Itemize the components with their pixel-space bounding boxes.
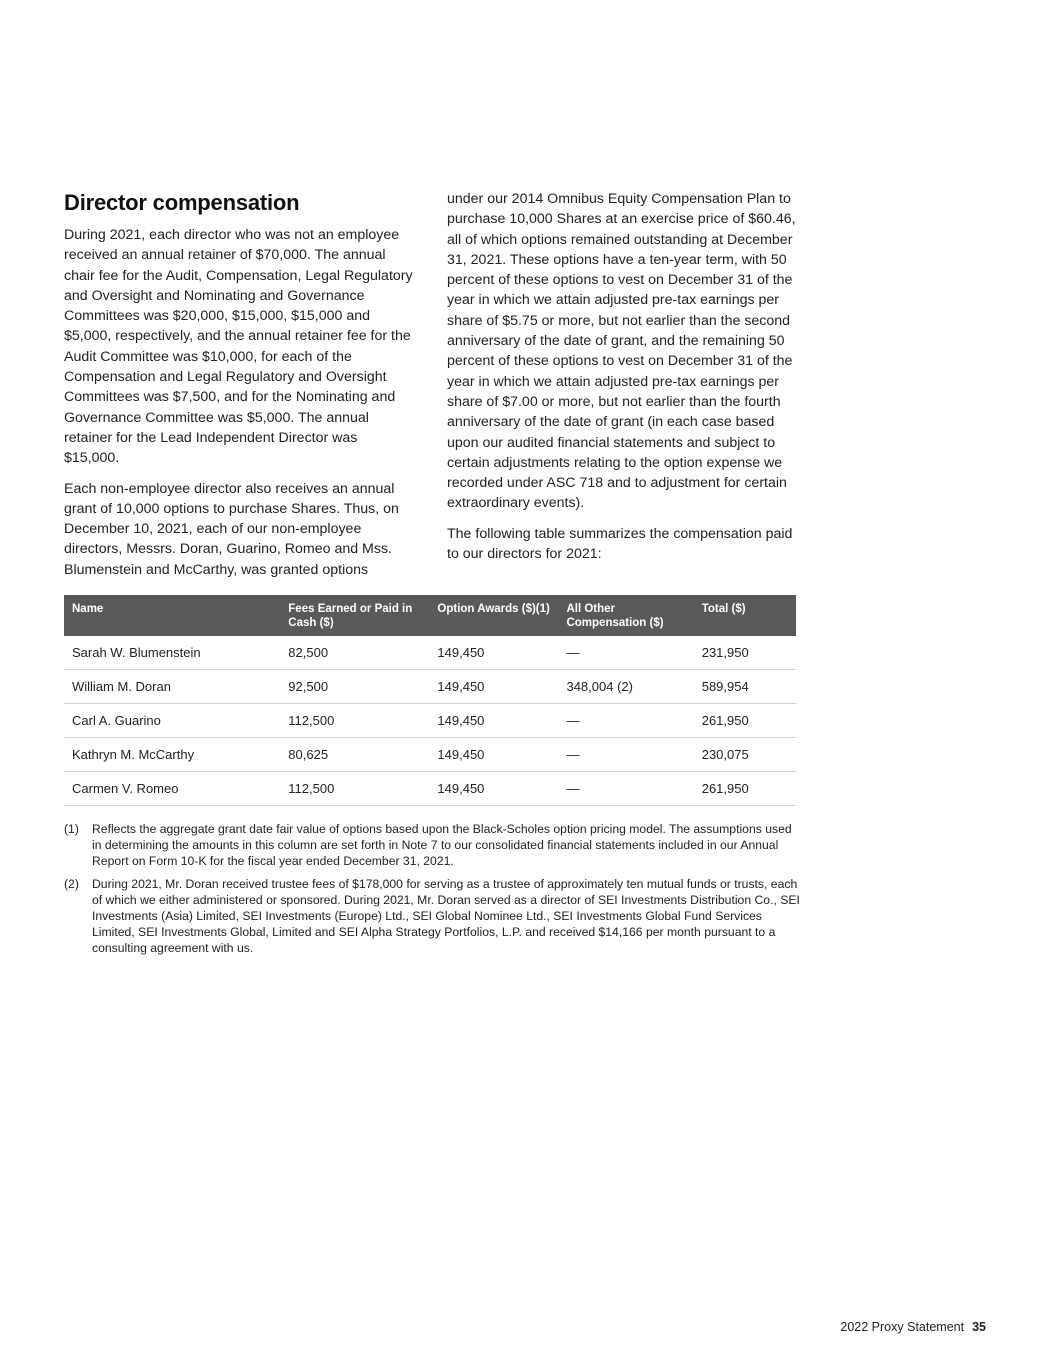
paragraph-table-intro: The following table summarizes the compensation paid to our directors for 2021: <box>447 525 793 563</box>
footnotes <box>64 821 802 963</box>
cell-total: 261,950 <box>694 704 796 738</box>
footnote-text: During 2021, Mr. Doran received trustee fees of $178,000 for serving as a trustee of approximately ten mutual funds or trusts, each of which we either administered or sponsored. During 2021, Mr. Doran served as a director of SEI Investments Distribution Co., SEI Investments (Asia) Limited, SEI Investments (Europe) Ltd., SEI Global Nominee Ltd., SEI Investments Global Fund Services Limited, SEI Investments Global, Limited and SEI Alpha Strategy Portfolios, L.P. and received $14,166 per month pursuant to a consulting agreement with us. <box>92 877 800 955</box>
cell-option-awards: 149,450 <box>429 636 558 670</box>
right-column <box>447 189 797 574</box>
cell-option-awards: 149,450 <box>429 738 558 772</box>
header-other-compensation: All Other Compensation ($) <box>558 595 693 636</box>
cell-other-compensation: — <box>558 704 693 738</box>
cell-total: 589,954 <box>694 670 796 704</box>
footnote-1 <box>64 821 802 869</box>
cell-total: 230,075 <box>694 738 796 772</box>
cell-fees: 82,500 <box>280 636 429 670</box>
cell-other-compensation: — <box>558 636 693 670</box>
cell-name: Sarah W. Blumenstein <box>64 636 280 670</box>
footnote-2 <box>64 876 802 956</box>
paragraph-option-grant: Each non-employee director also receives an annual grant of 10,000 options to purchase Shares. Thus, on December 10, 2021, each of our non-employee directors, Messrs. Doran, Guarino, Romeo and Mss. Blumenstein and McCarthy, was granted options <box>64 480 399 578</box>
cell-fees: 112,500 <box>280 772 429 806</box>
header-total: Total ($) <box>694 595 796 636</box>
cell-fees: 92,500 <box>280 670 429 704</box>
cell-name: Carl A. Guarino <box>64 704 280 738</box>
cell-fees: 80,625 <box>280 738 429 772</box>
cell-name: Carmen V. Romeo <box>64 772 280 806</box>
cell-total: 231,950 <box>694 636 796 670</box>
header-option-awards: Option Awards ($)(1) <box>429 595 558 636</box>
header-name: Name <box>64 595 280 636</box>
footnote-marker: (1) <box>64 822 79 836</box>
table-row <box>64 772 796 806</box>
cell-other-compensation: — <box>558 772 693 806</box>
table-row <box>64 704 796 738</box>
paragraph-option-terms: under our 2014 Omnibus Equity Compensation Plan to purchase 10,000 Shares at an exercise price of $60.46, all of which options remained outstanding at December 31, 2021. These options have a ten-year term, with 50 percent of these options to vest on December 31 of the year in which we attain adjusted pre-tax earnings per share of $5.75 or more, but not earlier than the second anniversary of the date of grant, and the remaining 50 percent of these options to vest on December 31 of the year in which we attain adjusted pre-tax earnings per share of $7.00 or more, but not earlier than the fourth anniversary of the date of grant (in each case based upon our audited financial statements and subject to certain adjustments relating to the option expense we recorded under ASC 718 and to adjustment for certain extraordinary events). <box>447 191 796 512</box>
cell-total: 261,950 <box>694 772 796 806</box>
cell-fees: 112,500 <box>280 704 429 738</box>
left-column <box>64 188 414 590</box>
table-row <box>64 636 796 670</box>
table-row <box>64 738 796 772</box>
paragraph-retainer: During 2021, each director who was not an employee received an annual retainer of $70,000. The annual chair fee for the Audit, Compensation, Legal Regulatory and Oversight and Nominating and Governance Committees was $20,000, $15,000, $15,000 and $5,000, respectively, and the annual retainer fee for the Audit Committee was $10,000, for each of the Compensation and Legal Regulatory and Oversight Committees was $7,500, and for the Nominating and Governance Committee was $5,000. The annual retainer for the Lead Independent Director was $15,000. <box>64 227 413 467</box>
director-compensation-table <box>64 595 796 806</box>
cell-name: William M. Doran <box>64 670 280 704</box>
footnote-text: Reflects the aggregate grant date fair value of options based upon the Black-Scholes option pricing model. The assumptions used in determining the amounts in this column are set forth in Note 7 to our consolidated financial statements included in our Annual Report on Form 10-K for the fiscal year ended December 31, 2021. <box>92 822 792 868</box>
cell-other-compensation: — <box>558 738 693 772</box>
cell-option-awards: 149,450 <box>429 772 558 806</box>
header-fees: Fees Earned or Paid in Cash ($) <box>280 595 429 636</box>
table-header-row <box>64 595 796 636</box>
cell-option-awards: 149,450 <box>429 670 558 704</box>
cell-option-awards: 149,450 <box>429 704 558 738</box>
footnote-marker: (2) <box>64 877 79 891</box>
page-footer <box>840 1320 986 1334</box>
cell-name: Kathryn M. McCarthy <box>64 738 280 772</box>
footer-label: 2022 Proxy Statement <box>840 1320 965 1334</box>
page-number: 35 <box>972 1320 986 1334</box>
section-title: Director compensation <box>64 190 300 215</box>
cell-other-compensation: 348,004 (2) <box>558 670 693 704</box>
table-row <box>64 670 796 704</box>
